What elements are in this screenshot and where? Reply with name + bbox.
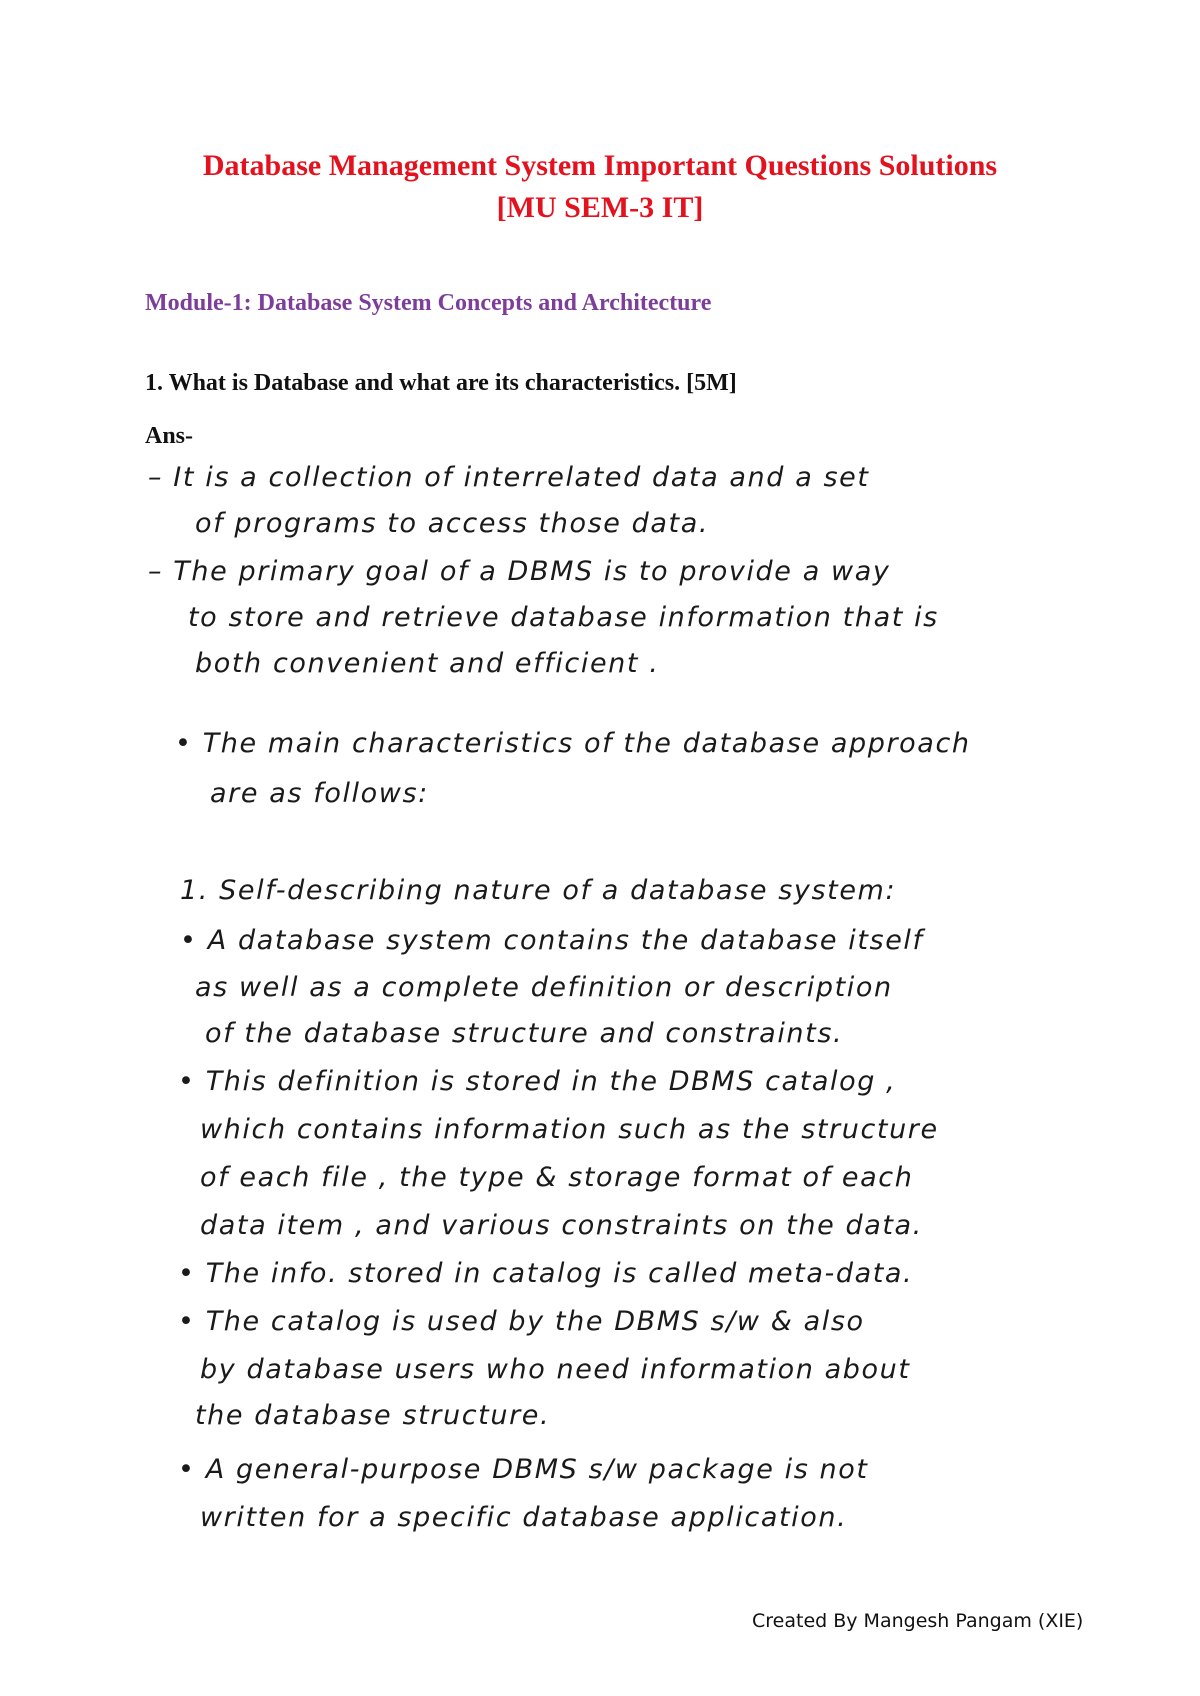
document-title: Database Management System Important Questions Solutions [202,149,998,182]
handwritten-line: • The main characteristics of the database approach [175,728,971,759]
handwritten-line: – The primary goal of a DBMS is to provide a way [148,556,891,587]
handwritten-line: by database users who need information about [200,1354,911,1385]
handwritten-line: of the database structure and constraints. [205,1018,844,1049]
handwritten-line: – It is a collection of interrelated data and a set [148,462,870,493]
handwritten-line: both convenient and efficient . [195,648,660,679]
handwritten-line: • A general-purpose DBMS s/w package is not [178,1454,869,1485]
handwritten-line: which contains information such as the structure [200,1114,939,1145]
handwritten-line: written for a specific database application. [200,1502,848,1533]
handwritten-line: • A database system contains the database itself [180,925,924,956]
handwritten-line: • The info. stored in catalog is called meta-data. [178,1258,914,1289]
handwritten-line: the database structure. [195,1400,551,1431]
handwritten-line: 1. Self-describing nature of a database system: [180,875,897,906]
handwritten-line: data item , and various constraints on the data. [200,1210,923,1241]
handwritten-line: of each file , the type & storage format of each [200,1162,914,1193]
handwritten-line: are as follows: [210,778,429,809]
handwritten-line: to store and retrieve database information that is [188,602,939,633]
document-subtitle: [MU SEM-3 IT] [496,191,704,224]
module-heading: Module-1: Database System Concepts and Architecture [145,290,712,316]
handwritten-line: as well as a complete definition or description [195,972,893,1003]
answer-label: Ans- [145,423,194,449]
handwritten-line: • This definition is stored in the DBMS catalog , [178,1066,897,1097]
handwritten-line: of programs to access those data. [195,508,710,539]
handwritten-line: • The catalog is used by the DBMS s/w & also [178,1306,865,1337]
footer-credit: Created By Mangesh Pangam (XIE) [752,1610,1084,1632]
question-heading: 1. What is Database and what are its characteristics. [5M] [145,370,737,396]
